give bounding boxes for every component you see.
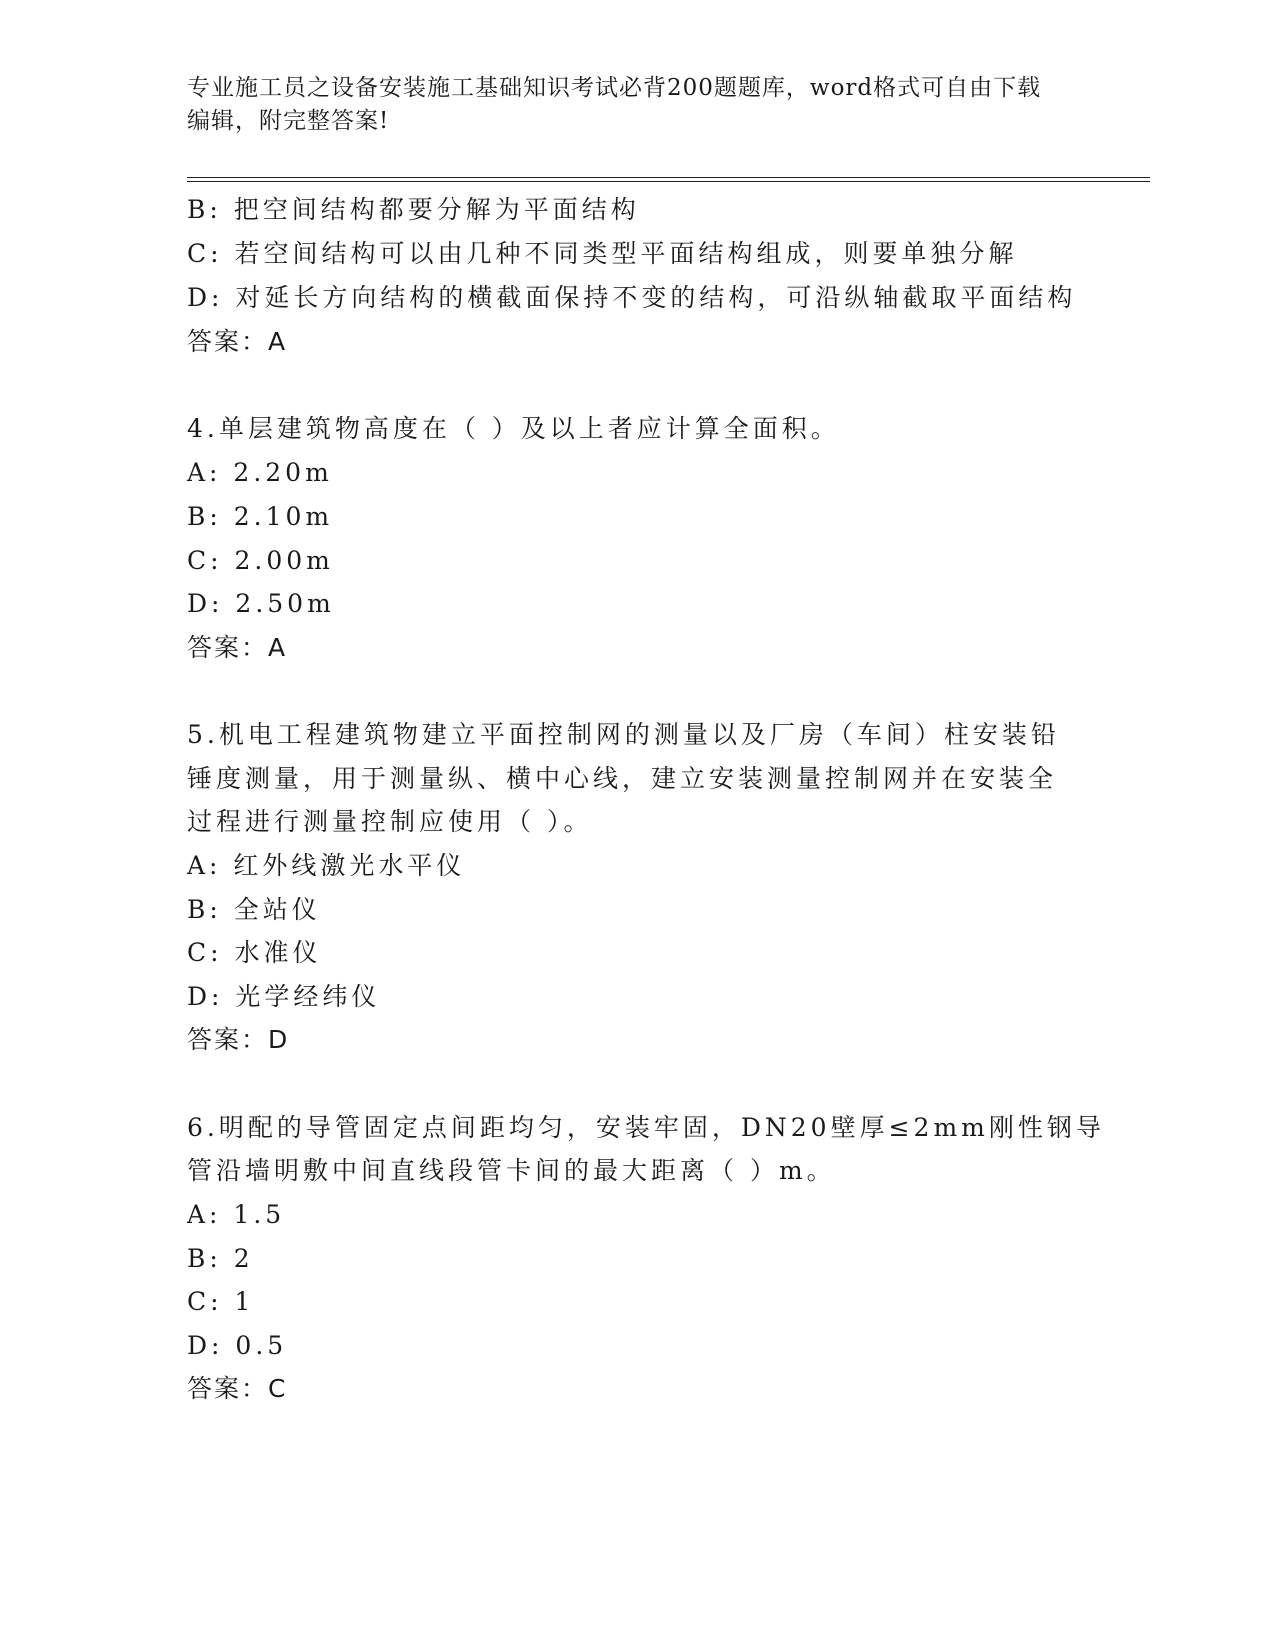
q6-stem-line-1: 6.明配的导管固定点间距均匀，安装牢固，DN20壁厚≤2mm刚性钢导 bbox=[187, 1113, 1105, 1142]
q4-option-b: B: 2.10m bbox=[187, 502, 334, 531]
q5-answer: 答案：D bbox=[187, 1025, 290, 1054]
q6-stem-line-2: 管沿墙明敷中间直线段管卡间的最大距离（ ）m。 bbox=[187, 1156, 836, 1185]
q3-answer: 答案：A bbox=[187, 327, 288, 356]
q4-stem: 4.单层建筑物高度在（ ）及以上者应计算全面积。 bbox=[187, 414, 840, 443]
header-divider-bottom bbox=[187, 181, 1150, 182]
q3-option-b: B: 把空间结构都要分解为平面结构 bbox=[187, 195, 640, 224]
q3-option-d: D: 对延长方向结构的横截面保持不变的结构，可沿纵轴截取平面结构 bbox=[187, 283, 1077, 312]
q6-answer: 答案：C bbox=[187, 1374, 288, 1403]
q4-option-a: A: 2.20m bbox=[187, 458, 333, 487]
q5-option-b: B: 全站仪 bbox=[187, 895, 321, 924]
q5-stem-line-3: 过程进行测量控制应使用（ ）。 bbox=[187, 807, 593, 836]
q4-option-d: D: 2.50m bbox=[187, 589, 335, 618]
header-divider-top bbox=[187, 177, 1150, 178]
q6-option-a: A: 1.5 bbox=[187, 1200, 286, 1229]
q5-option-d: D: 光学经纬仪 bbox=[187, 982, 381, 1011]
q5-stem-line-2: 锤度测量，用于测量纵、横中心线，建立安装测量控制网并在安装全 bbox=[187, 764, 1058, 793]
q6-option-b: B: 2 bbox=[187, 1244, 254, 1273]
q5-option-c: C: 水准仪 bbox=[187, 938, 322, 967]
q4-answer: 答案：A bbox=[187, 633, 288, 662]
q5-option-a: A: 红外线激光水平仪 bbox=[187, 851, 466, 880]
q3-option-c: C: 若空间结构可以由几种不同类型平面结构组成，则要单独分解 bbox=[187, 239, 1018, 268]
q5-stem-line-1: 5.机电工程建筑物建立平面控制网的测量以及厂房（车间）柱安装铅 bbox=[187, 720, 1060, 749]
q6-option-c: C: 1 bbox=[187, 1287, 255, 1316]
header-line-2: 编辑，附完整答案! bbox=[187, 108, 390, 134]
q4-option-c: C: 2.00m bbox=[187, 546, 334, 575]
header-line-1: 专业施工员之设备安装施工基础知识考试必背200题题库，word格式可自由下载 bbox=[187, 75, 1042, 101]
q6-option-d: D: 0.5 bbox=[187, 1331, 288, 1360]
document-header bbox=[187, 72, 1077, 138]
